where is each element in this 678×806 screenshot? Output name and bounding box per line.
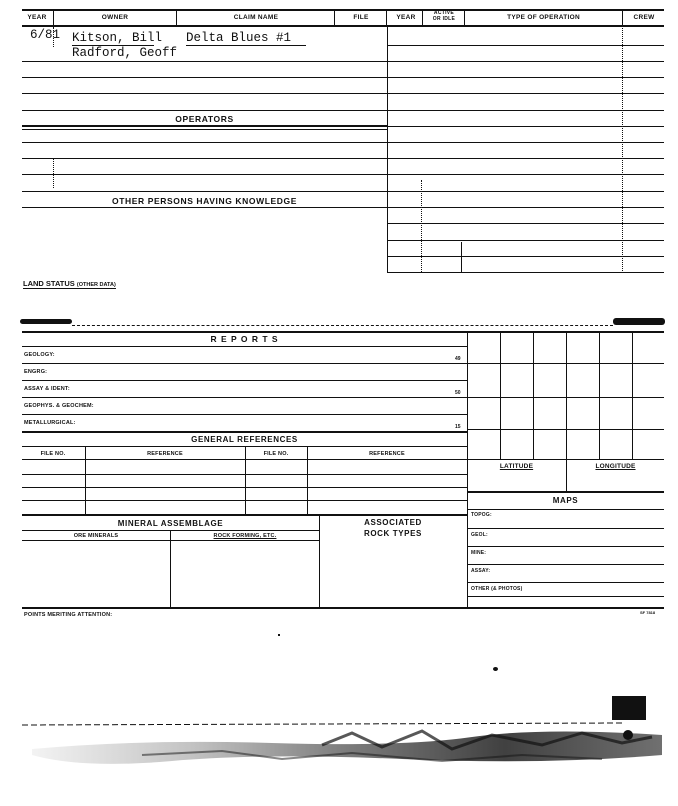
divider (622, 25, 623, 273)
col-header-claim-name: CLAIM NAME (233, 14, 279, 21)
reports-metallurgical-number: 15 (455, 424, 461, 430)
rule (22, 397, 467, 398)
rule (387, 110, 664, 111)
rule (22, 431, 467, 433)
rule (22, 331, 664, 333)
maps-heading: MAPS (552, 496, 579, 505)
divider (422, 9, 423, 25)
rule (22, 174, 387, 175)
divider (461, 242, 462, 272)
divider (599, 331, 600, 459)
rule (387, 207, 664, 208)
rule (467, 509, 664, 510)
rule (387, 223, 664, 224)
longitude-label: LONGITUDE (595, 463, 636, 470)
general-references-heading: GENERAL REFERENCES (191, 435, 298, 444)
scan-speck (493, 667, 498, 671)
divider (500, 331, 501, 459)
rule (22, 61, 387, 62)
rule (22, 77, 387, 78)
rule (387, 126, 664, 127)
rule (72, 325, 613, 326)
land-status-note: (OTHER DATA) (76, 282, 116, 288)
reports-heading: R E P O R T S (210, 334, 279, 344)
rule (387, 61, 664, 62)
col-header-crew: CREW (633, 14, 655, 21)
divider (176, 9, 177, 25)
reports-geology: GEOLOGY: (24, 352, 55, 358)
rule (22, 191, 387, 192)
rule (387, 272, 664, 273)
scan-noise-band (22, 715, 666, 775)
rule (22, 414, 467, 415)
col-header-type-of-operation: TYPE OF OPERATION (507, 14, 580, 21)
col-header-owner: OWNER (101, 14, 129, 21)
reports-engrg: ENGRG: (24, 369, 48, 375)
rule (387, 142, 664, 143)
divider (566, 331, 567, 459)
reports-assay: ASSAY & IDENT: (24, 386, 70, 392)
divider (334, 9, 335, 25)
reports-assay-number: 50 (455, 390, 461, 396)
latitude-label: LATITUDE (499, 463, 534, 470)
binder-mark (613, 318, 665, 325)
col-header-year-2: YEAR (396, 14, 416, 21)
header-top-rule (22, 9, 664, 11)
reports-metallurgical: METALLURGICAL: (24, 420, 76, 426)
rule (467, 596, 664, 597)
rule (22, 158, 387, 159)
rule (22, 607, 664, 609)
rule (467, 363, 664, 364)
mineral-assemblage-heading: MINERAL ASSEMBLAGE (117, 519, 224, 528)
ref-col-file-no: FILE NO. (40, 451, 66, 457)
divider (622, 9, 623, 25)
rule (22, 110, 387, 111)
ore-minerals-header: ORE MINERALS (73, 533, 119, 539)
rule (22, 380, 467, 381)
rule (467, 546, 664, 547)
rule (387, 93, 664, 94)
form-code: SF 7818 (640, 610, 656, 615)
rule (387, 174, 664, 175)
reports-geophys: GEOPHYS. & GEOCHEM: (24, 403, 94, 409)
rule (387, 191, 664, 192)
maps-topog: TOPOG: (471, 512, 492, 518)
rule (22, 514, 467, 516)
rule (387, 240, 664, 241)
rule (22, 129, 387, 130)
divider (53, 9, 54, 25)
rule (387, 256, 664, 257)
col-header-idle: OR IDLE (432, 16, 456, 22)
ref-col-reference-2: REFERENCE (369, 451, 405, 457)
rule (22, 93, 387, 94)
land-status-heading (23, 279, 116, 289)
operators-heading: OPERATORS (175, 114, 234, 124)
rule (467, 491, 664, 493)
rule (22, 142, 387, 143)
points-meriting-attention: POINTS MERITING ATTENTION: (24, 612, 113, 618)
rule (22, 363, 467, 364)
maps-geol: GEOL: (471, 532, 488, 538)
binder-mark (20, 319, 72, 324)
divider (421, 180, 422, 272)
rule (467, 564, 664, 565)
header-bottom-rule (22, 25, 664, 27)
claim-name-underline (186, 45, 306, 46)
maps-assay: ASSAY: (471, 568, 491, 574)
divider (245, 446, 246, 514)
entry-owner-1: Kitson, Bill (72, 31, 163, 45)
rule (387, 158, 664, 159)
divider (53, 158, 54, 188)
divider (85, 446, 86, 514)
scan-speck (278, 634, 280, 636)
divider (533, 331, 534, 459)
divider (632, 331, 633, 459)
rule (467, 429, 664, 430)
other-persons-heading: OTHER PERSONS HAVING KNOWLEDGE (111, 196, 298, 206)
reports-geology-number: 49 (455, 356, 461, 362)
ref-col-reference: REFERENCE (147, 451, 183, 457)
divider (464, 9, 465, 25)
rule (22, 207, 387, 208)
rule (387, 77, 664, 78)
rock-forming-header: ROCK FORMING, ETC. (213, 533, 277, 539)
col-header-file: FILE (353, 14, 369, 21)
col-header-year: YEAR (27, 14, 47, 21)
rule (387, 45, 664, 46)
col-header-active: ACTIVE (433, 10, 455, 16)
rule (467, 397, 664, 398)
rule (467, 528, 664, 529)
associated-rock-types-heading-2: ROCK TYPES (363, 529, 422, 538)
entry-owner-2: Radford, Geoff (72, 46, 178, 60)
entry-year: 6/81 (30, 28, 61, 42)
associated-rock-types-heading: ASSOCIATED (364, 518, 422, 527)
maps-mine: MINE: (471, 550, 487, 556)
rule (22, 125, 387, 127)
divider (307, 446, 308, 514)
rule (22, 346, 467, 347)
rule (467, 582, 664, 583)
land-status-label: LAND STATUS (23, 279, 75, 288)
divider (387, 25, 388, 273)
maps-other: OTHER (& PHOTOS) (471, 586, 523, 592)
ref-col-file-no-2: FILE NO. (263, 451, 289, 457)
divider (386, 9, 387, 25)
entry-claim-name: Delta Blues #1 (186, 31, 292, 45)
divider (170, 530, 171, 608)
